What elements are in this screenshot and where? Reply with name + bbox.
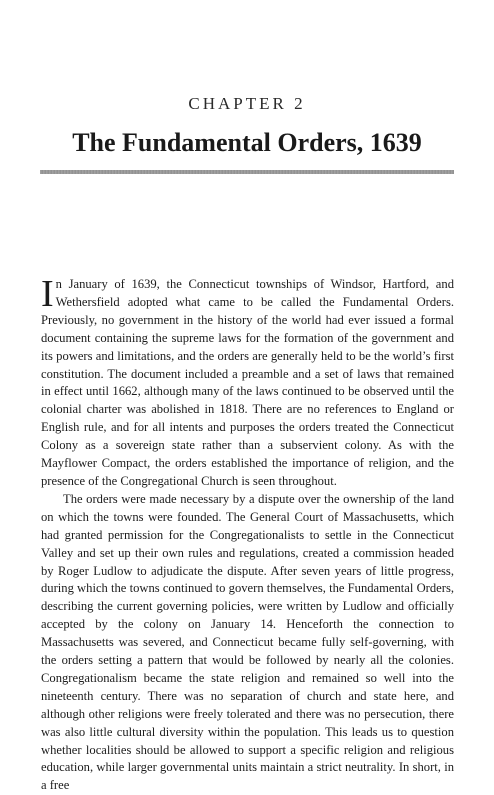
drop-cap: I bbox=[41, 273, 54, 315]
title-rule bbox=[40, 170, 454, 174]
chapter-title: The Fundamental Orders, 1639 bbox=[72, 128, 422, 157]
chapter-label: CHAPTER 2 bbox=[188, 94, 306, 113]
paragraph-1-text: n January of 1639, the Connecticut townships of Windsor, Hartford, and Wethersfield adopted what came to be called the Fundamental Orders. Previously, no government in the history of the world had ever issued a formal document containing the supreme laws for the formation of the government and its powers and limitations, and the orders are generally held to be the world’s first constitution. The document included a preamble and a set of laws that remained in effect until 1662, although many of the laws continued to be observed until the colonial charter was abolished in 1818. There are no references to England or English rule, and for all intents and purposes the orders treated the Connecticut Colony as a sovereign state rather than a subservient colony. As with the Mayflower Compact, the orders established the importance of religion, and the presence of the Congregational Church is seen throughout. bbox=[41, 277, 454, 488]
paragraph-1 bbox=[41, 273, 454, 491]
paragraph-2: The orders were made necessary by a dispute over the ownership of the land on which the towns were founded. The General Court of Massachusetts, which had granted permission for the Congregationalists to settle in the Connecticut Valley and set up their own rules and regulations, created a commission headed by Roger Ludlow to adjudicate the dispute. After seven years of little progress, during which the towns continued to govern themselves, the Fundamental Orders, describing the current governing policies, were written by Ludlow and officially accepted by the colony on January 14. Henceforth the connection to Massachusetts was severed, and Connecticut became fully self-governing, with the orders setting a pattern that would be followed by nearly all the colonies. Congregationalism became the state religion and remained so well into the nineteenth century. There was no separation of church and state here, and although other religions were freely tolerated and there was no persecution, there was also little cultural diversity within the population. This leads us to question whether localities should be allowed to support a specific religion and religious education, while larger governmental units maintain a strict neutrality. In short, in a free bbox=[41, 491, 454, 793]
chapter-body bbox=[41, 273, 454, 795]
